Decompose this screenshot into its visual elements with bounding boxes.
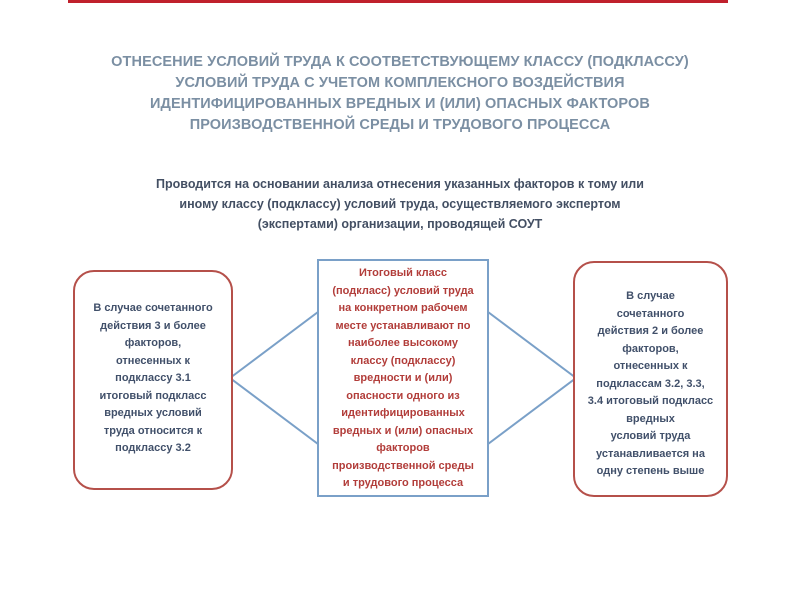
title-line-2: УСЛОВИЙ ТРУДА С УЧЕТОМ КОМПЛЕКСНОГО ВОЗДЕЙСТВИЯ [175,75,625,91]
center-line-13: и трудового процесса [342,477,464,489]
title-line-3: ИДЕНТИФИЦИРОВАННЫХ ВРЕДНЫХ И (ИЛИ) ОПАСНЫХ ФАКТОРОВ [150,96,650,112]
right-line-7: 3.4 итоговый подкласс вредных [587,395,714,425]
left-line-2: действия 3 и более [100,319,206,332]
left-line-8: труда относится к [103,424,203,437]
left-line-7: вредных условий [104,407,202,419]
center-line-10: вредных и (или) опасных [332,424,474,437]
center-line-4: месте устанавливают по [335,319,471,332]
center-line-8: опасности одного из [346,389,460,402]
right-line-6: подклассам 3.2, 3.3, [596,377,705,390]
center-line-6: классу (подклассу) [350,354,456,367]
right-line-5: отнесенных к [613,360,688,372]
right-line-8: условий труда [610,430,691,442]
subtitle-line-2: иному классу (подклассу) условий труда, осуществляемого экспертом [179,197,621,211]
center-line-11: факторов [376,442,430,454]
center-line-3: на конкретном рабочем [338,302,468,314]
center-line-5: наиболее высокому [348,337,458,349]
right-line-10: одну степень выше [596,465,705,477]
left-box-text [80,300,226,458]
center-line-7: вредности и (или) [353,372,453,384]
center-line-2: (подкласс) условий труда [332,284,474,297]
center-line-9: идентифицированных [341,407,465,419]
right-line-3: действия 2 и более [597,325,704,337]
right-line-1: В случае [626,290,675,302]
left-line-6: итоговый подкласс [99,389,207,402]
subtitle-line-1: Проводится на основании анализа отнесения указанных факторов к тому или [156,177,644,191]
right-line-9: устанавливается на [596,447,705,460]
right-box-text [580,288,721,481]
subtitle-line-3: (экспертами) организации, проводящей СОУТ [257,217,543,231]
center-line-1: Итоговый класс [359,267,447,279]
center-box-text [322,265,484,493]
left-line-4: отнесенных к [115,354,191,367]
left-line-3: факторов, [124,337,182,349]
left-line-1: В случае сочетанного [93,302,213,314]
left-line-9: подклассу 3.2 [115,442,191,454]
right-line-2: сочетанного [616,307,685,320]
title-line-4: ПРОИЗВОДСТВЕННОЙ СРЕДЫ И ТРУДОВОГО ПРОЦЕССА [189,117,611,133]
right-line-4: факторов, [622,342,679,355]
left-line-5: подклассу 3.1 [115,372,191,384]
title-line-1: ОТНЕСЕНИЕ УСЛОВИЙ ТРУДА К СООТВЕТСТВУЮЩЕМУ КЛАССУ (ПОДКЛАССУ) [111,54,689,70]
center-line-12: производственной среды [332,459,474,472]
